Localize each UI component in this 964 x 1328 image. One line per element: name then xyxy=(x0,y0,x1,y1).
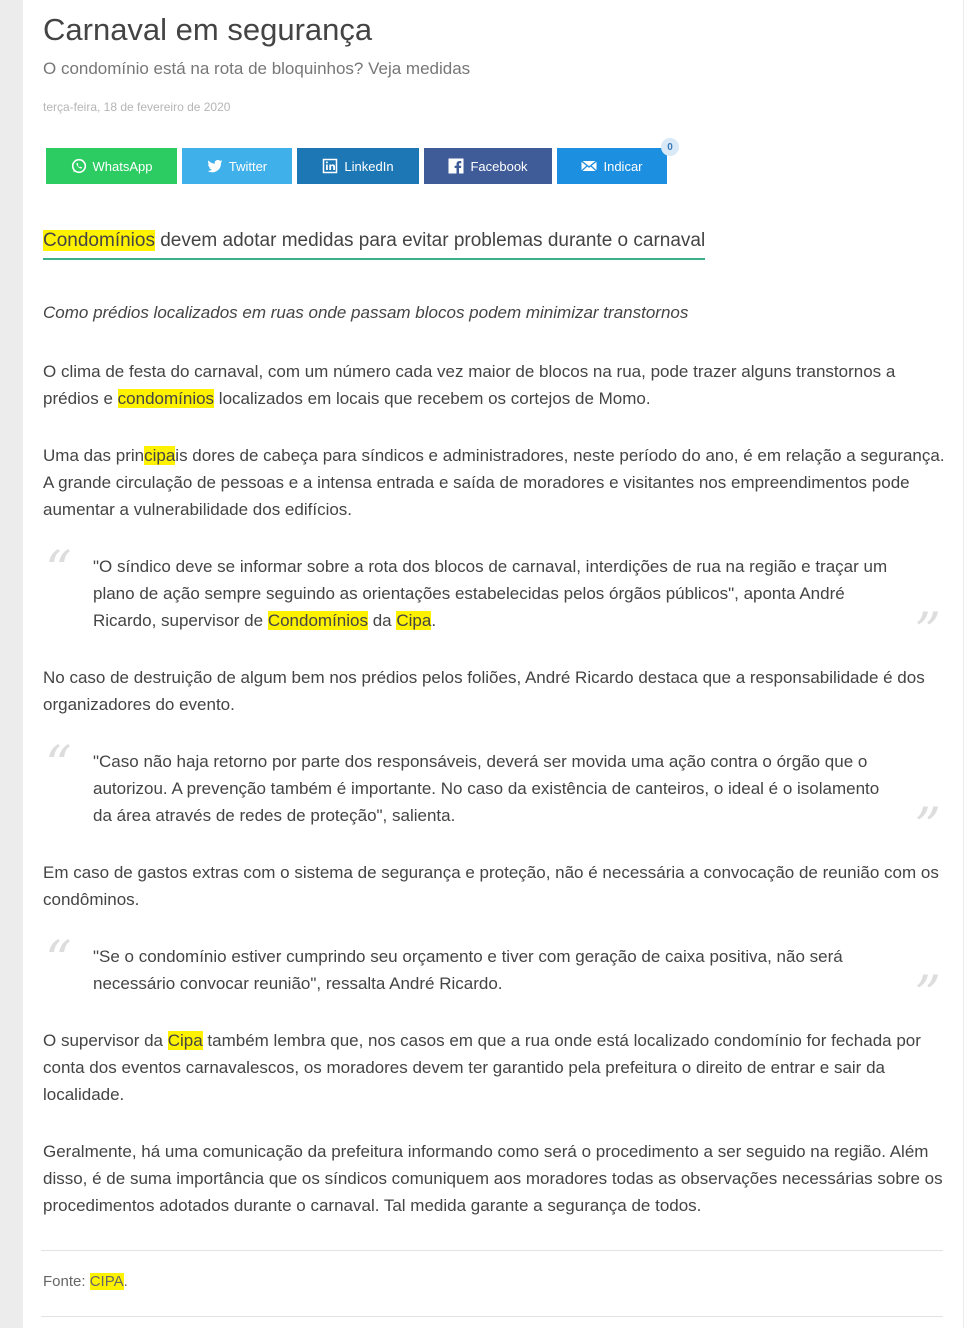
source-end: . xyxy=(123,1273,128,1290)
close-quote-icon: ” xyxy=(914,966,941,1026)
twitter-share-button[interactable] xyxy=(182,148,292,184)
open-quote-icon: “ xyxy=(45,541,72,601)
paragraph-2 xyxy=(43,442,948,523)
source-label: Fonte: xyxy=(43,1273,90,1290)
linkedin-icon xyxy=(322,158,338,174)
highlight-term: Cipa xyxy=(167,1031,203,1050)
paragraph-text: O supervisor da xyxy=(43,1031,168,1050)
close-quote-icon: ” xyxy=(914,603,941,663)
article-title: Carnaval em segurança xyxy=(43,12,373,47)
paragraph-text: localizados em locais que recebem os cortejos de Momo. xyxy=(214,389,651,408)
highlight-term: Condomínios xyxy=(267,611,368,630)
section-title-text: devem adotar medidas para evitar problemas durante o carnaval xyxy=(154,230,706,251)
indicar-label: Indicar xyxy=(603,158,643,174)
article-date: terça-feira, 18 de fevereiro de 2020 xyxy=(43,100,231,114)
envelope-icon xyxy=(581,158,597,174)
highlight-term: Cipa xyxy=(396,611,432,630)
paragraph-4: Em caso de gastos extras com o sistema de segurança e proteção, não é necessária a convocação de reunião com os condôminos. xyxy=(43,863,939,909)
quote-text-part: da xyxy=(367,611,397,630)
paragraph-6: Geralmente, há uma comunicação da prefeitura informando como será o procedimento a ser seguido na região. Além disso, é de suma importância que os síndicos comuniquem aos moradores todas as observações necessárias sobre os procedimentos adotados durante o carnaval. Tal medida garante a segurança de todos. xyxy=(43,1142,943,1215)
blockquote-1 xyxy=(43,541,943,663)
twitter-icon xyxy=(207,158,223,174)
article-subtitle: O condomínio está na rota de bloquinhos? Veja medidas xyxy=(43,59,471,78)
article-page xyxy=(23,0,963,1328)
section-title xyxy=(43,230,705,260)
paragraph-text: is dores de cabeça para síndicos e administradores, neste período do ano, é em relação a segurança. A grande circulação de pessoas e a intensa entrada e saída de moradores e visitantes nos empreendimentos pode aumentar a vulnerabilidade dos edifícios. xyxy=(43,446,945,519)
highlight-term: cipa xyxy=(144,446,176,465)
linkedin-label: LinkedIn xyxy=(344,158,394,174)
open-quote-icon: “ xyxy=(45,931,72,991)
whatsapp-share-button[interactable] xyxy=(46,148,177,184)
share-count-badge: 0 xyxy=(661,138,679,156)
divider xyxy=(41,1316,943,1317)
paragraph-3: No caso de destruição de algum bem nos prédios pelos foliões, André Ricardo destaca que a responsabilidade é dos organizadores do evento. xyxy=(43,668,925,714)
indicar-share-button[interactable] xyxy=(557,148,667,184)
paragraph-5 xyxy=(43,1027,948,1108)
divider xyxy=(41,1250,943,1251)
article-lead: Como prédios localizados em ruas onde passam blocos podem minimizar transtornos xyxy=(43,303,689,322)
facebook-share-button[interactable] xyxy=(424,148,552,184)
whatsapp-label: WhatsApp xyxy=(92,158,153,174)
quote-text: "Caso não haja retorno por parte dos responsáveis, deverá ser movida uma ação contra o órgão que o autorizou. A prevenção também é importante. No caso da existência de canteiros, o ideal é o isolamento da área através de redes de proteção", salienta. xyxy=(93,752,880,825)
paragraph-1 xyxy=(43,358,948,412)
paragraph-text: O clima de festa do carnaval, com um número cada vez maior de blocos na rua, pode trazer alguns transtornos a prédios e xyxy=(43,362,896,408)
blockquote-2 xyxy=(43,736,943,858)
linkedin-share-button[interactable] xyxy=(297,148,419,184)
twitter-label: Twitter xyxy=(228,158,268,174)
highlight-term: condomínios xyxy=(117,389,215,408)
source-line xyxy=(43,1273,128,1290)
quote-text xyxy=(93,553,893,634)
quote-text-part: . xyxy=(431,611,437,630)
paragraph-text: também lembra que, nos casos em que a rua onde está localizado condomínio for fechada por conta dos eventos carnavalescos, os moradores devem ter garantido pela prefeitura o direito de entrar e sair da localidade. xyxy=(43,1031,921,1104)
highlight-term: Condomínios xyxy=(43,230,155,251)
close-quote-icon: ” xyxy=(914,798,941,858)
quote-text: "Se o condomínio estiver cumprindo seu orçamento e tiver com geração de caixa positiva, não será necessário convocar reunião", ressalta André Ricardo. xyxy=(93,947,843,993)
source-link[interactable]: CIPA xyxy=(89,1273,124,1290)
quote-text-part: "O síndico deve se informar sobre a rota dos blocos de carnaval, interdições de rua na região e traçar um plano de ação sempre seguindo as orientações estabelecidas pelos órgãos públicos", aponta André Ricardo, supervisor de xyxy=(93,557,888,630)
whatsapp-icon xyxy=(71,158,87,174)
facebook-icon xyxy=(448,158,464,174)
facebook-label: Facebook xyxy=(470,158,528,174)
blockquote-3 xyxy=(43,931,943,1033)
paragraph-text: Uma das prin xyxy=(43,446,145,465)
open-quote-icon: “ xyxy=(45,736,72,796)
